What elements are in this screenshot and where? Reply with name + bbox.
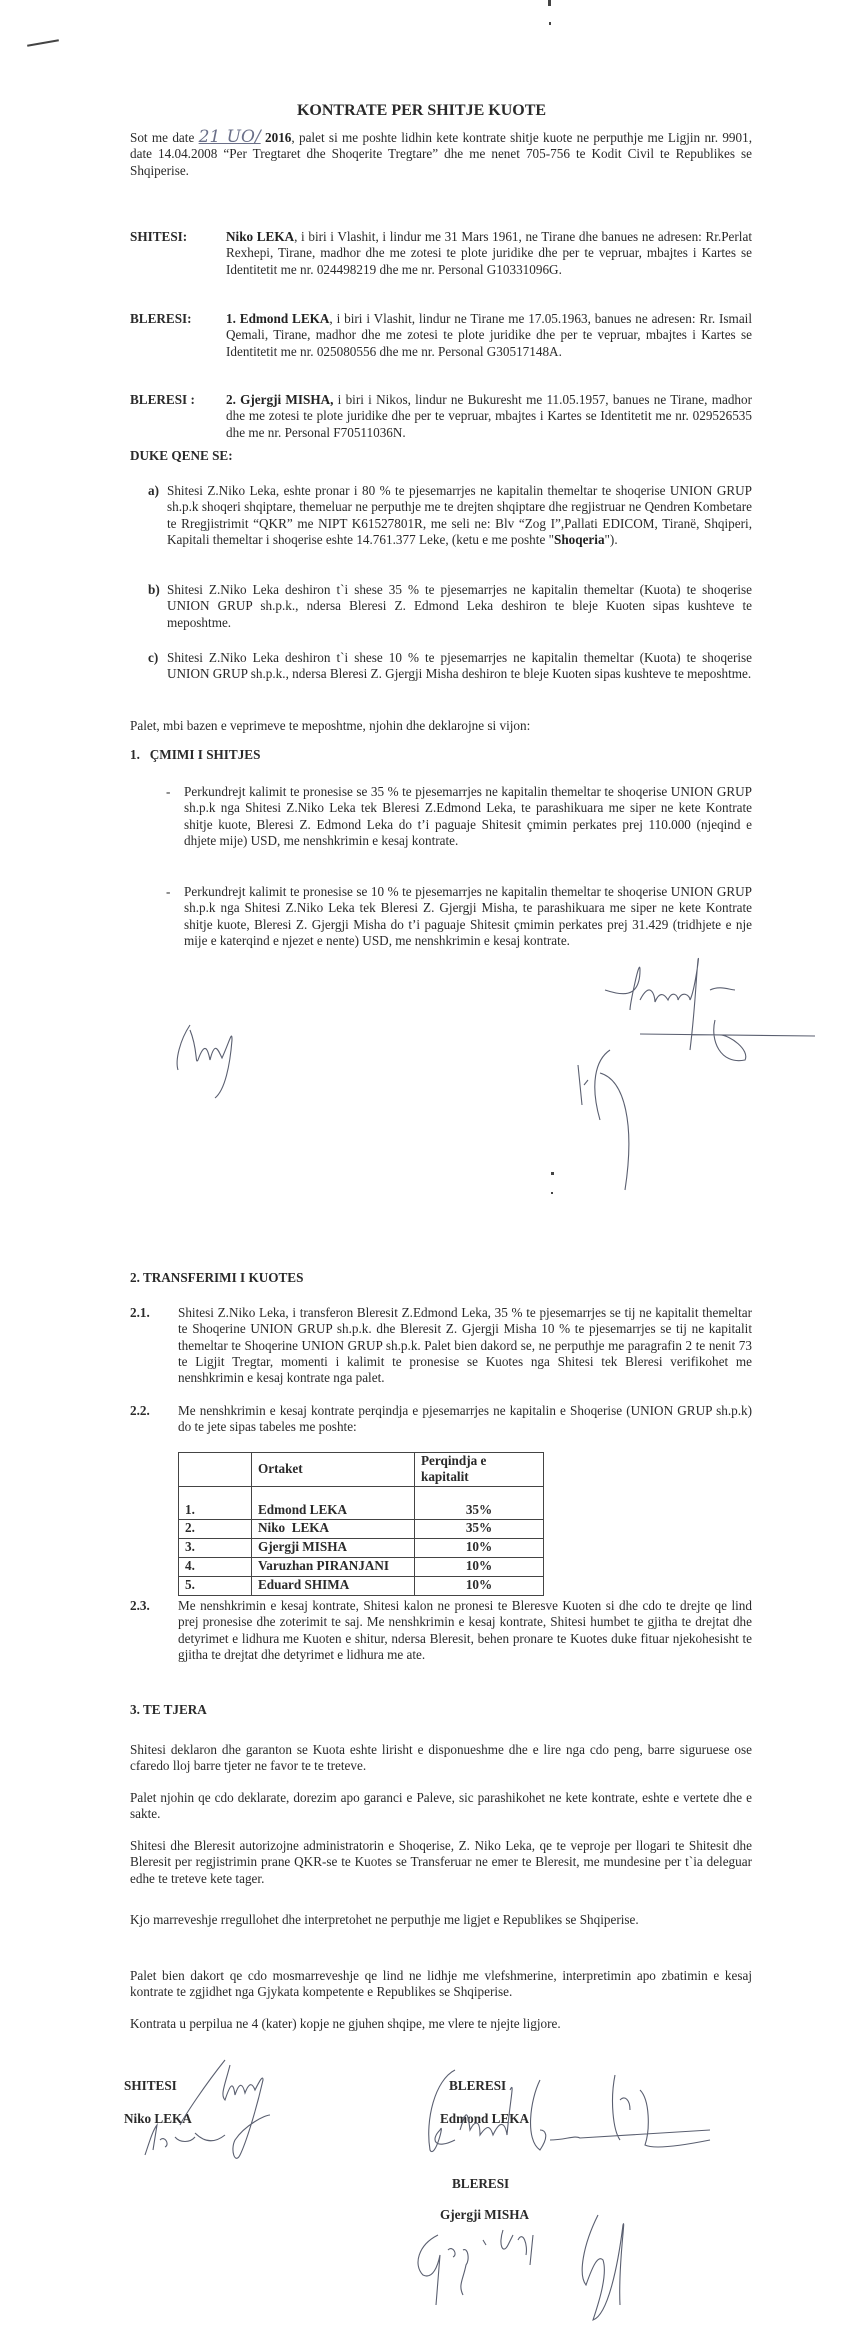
bullet-dash: - bbox=[166, 884, 171, 899]
party-label-seller: SHITESI: bbox=[130, 229, 188, 244]
other-paragraph: Shitesi deklaron dhe garanton se Kuota eshte lirisht e disponueshme dhe e lire nga cdo peng, barre siguruese ose cfaredo lloj barre tjeter ne favor te te treteve. bbox=[130, 1742, 752, 1774]
shareholder-percent: 10% bbox=[415, 1576, 544, 1595]
whereas-item-a bbox=[167, 483, 752, 548]
signature-edmond-leka bbox=[415, 2060, 715, 2170]
intro-year: 2016 bbox=[265, 130, 292, 145]
punch-hole-mark bbox=[549, 22, 551, 25]
shareholder-name: Edmond LEKA bbox=[252, 1486, 415, 1519]
clause-2-3: Me nenshkrimin e kesaj kontrate, Shitesi kalon ne pronesi te Bleresve Kuoten si dhe cdo te drejte qe lind prej pronesise dhe zoterimit te saj. Me nenshkrimin e kesaj kontrate, Shitesi humbet te gjitha te drejtat dhe detyrimet e lidhura me Kuoten e shitur, ndersa Bleresit, behen pronare te Kuotes duke fituar njekohesisht te gjitha te drejtat dhe detyrimet e lidhura me ate. bbox=[178, 1598, 752, 1662]
shareholder-name: Niko LEKA bbox=[252, 1519, 415, 1538]
document-title: KONTRATE PER SHITJE KUOTE bbox=[296, 102, 547, 119]
seller-signature-name: Niko LEKA bbox=[124, 2111, 192, 2126]
clause-number: 2.3. bbox=[130, 1598, 150, 1613]
clause-number: 2.2. bbox=[130, 1403, 150, 1418]
party-name: 1. Edmond LEKA bbox=[226, 311, 330, 326]
table-header: Perqindja e kapitalit bbox=[415, 1453, 544, 1487]
buyer2-signature-label: BLERESI bbox=[452, 2176, 510, 2191]
shareholder-name: Varuzhan PIRANJANI bbox=[252, 1557, 415, 1576]
row-number: 3. bbox=[179, 1538, 252, 1557]
whereas-item-c: Shitesi Z.Niko Leka deshiron t`i shese 10 % te pjesemarrjes ne kapitalin themeltar (Kuota) te shoqerise UNION GRUP sh.p.k., ndersa Bleresi Z. Gjergji Misha deshiron te bleje Kuoten sipas kushteve te meposhtme. bbox=[167, 650, 752, 682]
shareholder-name: Eduard SHIMA bbox=[252, 1576, 415, 1595]
other-paragraph: Kjo marreveshje rregullohet dhe interpretohet ne perputhje me ligjet e Republikes se Shqiperise. bbox=[130, 1912, 639, 1927]
shareholder-percent: 35% bbox=[415, 1486, 544, 1519]
clause-number: 2.1. bbox=[130, 1305, 150, 1320]
whereas-marker: b) bbox=[148, 582, 160, 597]
row-number: 4. bbox=[179, 1557, 252, 1576]
punch-hole-mark bbox=[551, 1192, 553, 1194]
table-row bbox=[179, 1576, 544, 1595]
clause-2-2: Me nenshkrimin e kesaj kontrate perqindja e pjesemarrjes ne kapitalin e Shoqerise (UNION GRUP sh.p.k) do te jete sipas tabeles me poshte: bbox=[178, 1403, 752, 1435]
row-number: 5. bbox=[179, 1576, 252, 1595]
party-details: , i biri i Vlashit, i lindur me 31 Mars 1961, ne Tirane dhe banues ne adresen: Rr.Perlat Rexhepi, Tirane, madhor dhe me zotesi te plote juridike dhe per te vepruar, mbajtes i Kartes se Identitetit me nr. 024498219 dhe me nr. Personal G10331096G. bbox=[226, 229, 752, 277]
whereas-heading: DUKE QENE SE: bbox=[130, 448, 233, 463]
intro-text: , palet si me poshte lidhin kete kontrate shitje kuote ne perputhje me Ligjin nr. 9901, date 14.04.2008 “Per Tregtaret dhe Shoqerite Tregtare” dhe me nenet 705-756 te Kodit Civil te Republikes se Shqiperise. bbox=[130, 130, 753, 178]
shareholder-percent: 35% bbox=[415, 1519, 544, 1538]
price-bullet-2: Perkundrejt kalimit te pronesise se 10 % te pjesemarrjes ne kapitalin themeltar te shoqerise UNION GRUP sh.p.k nga Shitesi Z.Niko Leka tek Bleresi Z. Gjergji Misha, te parashikuara me siper ne kete Kontrate shitje kuote, Bleresi Z. Gjergji Misha do t’i paguaje Shitesit çmimin perkates prej 31.429 (tridhjete e nje mije e katerqind e njezet e nente) USD, me nenshkrimin e kesaj kontrate. bbox=[184, 884, 752, 948]
party-label-buyer1: BLERESI: bbox=[130, 311, 192, 326]
table-header: Ortaket bbox=[252, 1453, 415, 1487]
buyer1-signature-label: BLERESI bbox=[449, 2078, 507, 2093]
buyer2-signature-name: Gjergji MISHA bbox=[440, 2207, 529, 2222]
shareholder-name: Gjergji MISHA bbox=[252, 1538, 415, 1557]
clause-2-1: Shitesi Z.Niko Leka, i transferon Bleresit Z.Edmond Leka, 35 % te pjesemarrjes se tij ne kapitalit themeltar te Shoqerine UNION GRUP sh.p.k. dhe Bleresit Z. Gjergji Misha 10 % te pjesemarrjes se tij ne kapitalit themeltar te Shoqerine UNION GRUP sh.p.k. Palet bien dakord se, ne perputhje me paragrafin 2 te nenit 73 te Ligjit Tregtar, momenti i kalimit te pronesise se Kuotes nga Shitesi tek Bleresi verifikohet me nenshkrimin e kesaj kontrate nga palet. bbox=[178, 1305, 752, 1386]
whereas-bold: Shoqeria bbox=[553, 531, 605, 547]
price-bullet-1: Perkundrejt kalimit te pronesise se 35 % te pjesemarrjes ne kapitalin themeltar te shoqerise UNION GRUP sh.p.k nga Shitesi Z.Niko Leka tek Bleresi Z.Edmond Leka, te parashikuara me siper ne kete Kontrate shitje kuote, Bleresi Z. Edmond Leka do t’i paguaje Shitesit çmimin perkates prej 110.000 (njeqind e dhjete mije) USD, me nenshkrimin e kesaj kontrate. bbox=[184, 784, 752, 848]
table-row bbox=[179, 1557, 544, 1576]
whereas-marker: a) bbox=[148, 483, 159, 498]
seller-signature-label: SHITESI bbox=[124, 2078, 177, 2093]
bullet-dash: - bbox=[166, 784, 171, 799]
party-name: 2. Gjergji MISHA, bbox=[226, 392, 334, 407]
table-row bbox=[179, 1486, 544, 1519]
party-name: Niko LEKA bbox=[226, 229, 295, 244]
other-paragraph: Palet njohin qe cdo deklarate, dorezim apo garanci e Paleve, sic parashikohet ne kete kontrate, eshte e vertete dhe e sakte. bbox=[130, 1790, 752, 1822]
other-paragraph: Kontrata u perpilua ne 4 (kater) kopje ne gjuhen shqipe, me vlere te njejte ligjore. bbox=[130, 2016, 561, 2031]
party-seller bbox=[226, 229, 752, 278]
whereas-text: Shitesi Z.Niko Leka, eshte pronar i 80 % te pjesemarrjes ne kapitalin themeltar te shoqerise UNION GRUP sh.p.k shoqeri shqiptare, themeluar ne perputhje me te drejten shqiptare dhe regjistruar ne Qendren Kombetare te Rregjistrimit “QKR” me NIPT K61527801R, me seli ne: Blv “Zog I”,Pallati EDICOM, Tiranë, Shqiperi, Kapitali themeltar i shoqerise eshte 14.761.377 Leke, (ketu e me poshte " bbox=[167, 483, 752, 547]
signature-initials-buyer2 bbox=[570, 1045, 670, 1155]
row-number: 1. bbox=[179, 1486, 252, 1519]
punch-hole-mark bbox=[551, 1172, 554, 1175]
other-paragraph: Palet bien dakort qe cdo mosmarreveshje qe lind ne lidhje me vlefshmerine, interpretimin apo zbatimin e kesaj kontrate te zgjidhet nga Gjykata kompetente e Republikes se Shqiperise. bbox=[130, 1968, 752, 2000]
other-paragraph: Shitesi dhe Bleresit autorizojne administratorin e Shoqerise, Z. Niko Leka, qe te veproje per llogari te Shitesit dhe Bleresit per regjistrimin prane QKR-se te Kuotes se Transferuar ne emer te Bleresit, me mundesine per t`ia deleguar edhe te treteve kete tager. bbox=[130, 1838, 752, 1886]
buyer1-signature-name: Edmond LEKA bbox=[440, 2111, 530, 2126]
section1-heading: 1. ÇMIMI I SHITJES bbox=[130, 747, 261, 762]
whereas-marker: c) bbox=[148, 650, 159, 665]
intro-prefix: Sot me date bbox=[130, 130, 199, 145]
party-label-buyer2: BLERESI : bbox=[130, 392, 195, 407]
section3-heading: 3. TE TJERA bbox=[130, 1702, 207, 1717]
shareholders-table bbox=[178, 1452, 544, 1596]
whereas-suffix: "). bbox=[604, 531, 618, 547]
signature-gjergji-misha bbox=[408, 2205, 738, 2335]
signature-initials-seller bbox=[170, 1010, 270, 1100]
punch-hole-mark bbox=[548, 0, 551, 6]
whereas-item-b: Shitesi Z.Niko Leka deshiron t`i shese 35 % te pjesemarrjes ne kapitalin themeltar (Kuota) te shoqerise UNION GRUP sh.p.k., ndersa Bleresi Z. Edmond Leka deshiron te bleje Kuoten sipas kushteve te meposhtme. bbox=[167, 582, 752, 630]
table-row bbox=[179, 1538, 544, 1557]
table-header-row bbox=[179, 1453, 544, 1487]
shareholder-percent: 10% bbox=[415, 1557, 544, 1576]
party-details: , i biri i Vlashit, lindur ne Tirane me 17.05.1963, banues ne adresen: Rr. Ismail Qemali, Tirane, madhor dhe me zotesi te plote juridike dhe per te vepruar, mbajtes i Kartes se Identitetit me nr. 025080556 dhe me nr. Personal G30517148A. bbox=[226, 311, 752, 359]
declaration-text: Palet, mbi bazen e veprimeve te meposhtme, njohin dhe deklarojne si vijon: bbox=[130, 718, 531, 733]
handwritten-date: 21 UO/ bbox=[198, 127, 261, 147]
row-number: 2. bbox=[179, 1519, 252, 1538]
scan-mark bbox=[27, 39, 59, 47]
signature-niko-leka bbox=[135, 2055, 315, 2175]
party-buyer1 bbox=[226, 311, 752, 360]
table-header bbox=[179, 1453, 252, 1487]
intro-paragraph bbox=[130, 129, 752, 179]
party-details: i biri i Nikos, lindur ne Bukuresht me 11.05.1957, banues ne Tirane, madhor dhe me zotesi te plote juridike dhe per te vepruar, mbajtes i Kartes se Identitetit me nr. 029526535 dhe me nr. Personal F70511036N. bbox=[226, 392, 752, 440]
party-buyer2 bbox=[226, 392, 752, 441]
shareholder-percent: 10% bbox=[415, 1538, 544, 1557]
table-row bbox=[179, 1519, 544, 1538]
section2-heading: 2. TRANSFERIMI I KUOTES bbox=[130, 1270, 304, 1285]
